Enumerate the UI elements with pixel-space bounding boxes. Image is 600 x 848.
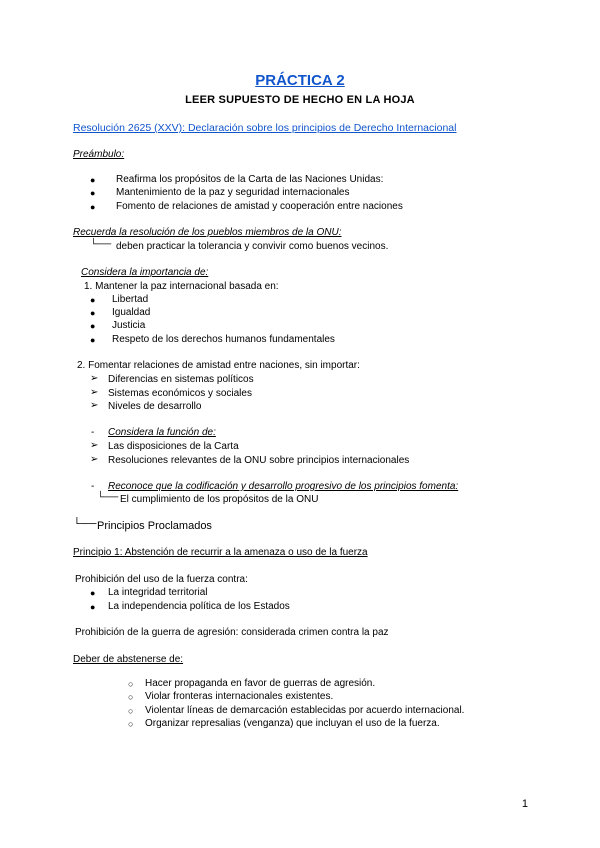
recuerda-text: deben practicar la tolerancia y convivir como buenos vecinos.	[116, 241, 389, 252]
preambulo-heading: Preámbulo:	[73, 149, 125, 160]
dash-marker: -	[91, 481, 95, 492]
list-item: Sistemas económicos y sociales	[108, 388, 252, 399]
list-item: Fomento de relaciones de amistad y cooperación entre naciones	[116, 201, 403, 212]
list-item: Las disposiciones de la Carta	[108, 441, 239, 452]
bullet-icon: ●	[90, 175, 96, 185]
list-item: Respeto de los derechos humanos fundamentales	[112, 334, 335, 345]
bullet-icon: ●	[90, 335, 96, 345]
circle-bullet-icon: ○	[128, 679, 134, 689]
tree-branch-icon: └──	[90, 239, 112, 250]
arrow-bullet-icon: ➢	[90, 454, 99, 465]
numbered-item-2: 2. Fomentar relaciones de amistad entre naciones, sin importar:	[77, 360, 360, 371]
list-item: Violentar líneas de demarcación establecidas por acuerdo internacional.	[145, 705, 465, 716]
page-number: 1	[521, 798, 528, 810]
tree-branch-icon: └──	[97, 492, 119, 503]
list-item: Organizar represalias (venganza) que incluyan el uso de la fuerza.	[145, 718, 440, 729]
list-item: Niveles de desarrollo	[108, 401, 202, 412]
circle-bullet-icon: ○	[128, 719, 134, 729]
list-item: Justicia	[112, 320, 146, 331]
considera-importancia-heading: Considera la importancia de:	[81, 267, 209, 278]
deber-heading: Deber de abstenerse de:	[73, 654, 184, 665]
circle-bullet-icon: ○	[128, 706, 134, 716]
bullet-icon: ●	[90, 588, 96, 598]
list-item: Igualdad	[112, 307, 151, 318]
bullet-icon: ●	[90, 295, 96, 305]
dash-marker: -	[91, 427, 95, 438]
prohibicion-guerra-text: Prohibición de la guerra de agresión: considerada crimen contra la paz	[75, 627, 389, 638]
list-item: Diferencias en sistemas políticos	[108, 374, 254, 385]
page-title: PRÁCTICA 2	[255, 72, 345, 89]
bullet-icon: ●	[90, 602, 96, 612]
page-subtitle: LEER SUPUESTO DE HECHO EN LA HOJA	[185, 94, 415, 106]
resolution-link[interactable]: Resolución 2625 (XXV): Declaración sobre los principios de Derecho Internacional	[73, 122, 457, 134]
principios-text: Principios Proclamados	[97, 520, 212, 532]
principio1-heading: Principio 1: Abstención de recurrir a la amenaza o uso de la fuerza	[73, 547, 368, 558]
arrow-bullet-icon: ➢	[90, 440, 99, 451]
list-item: La independencia política de los Estados	[108, 601, 290, 612]
arrow-bullet-icon: ➢	[90, 373, 99, 384]
bullet-icon: ●	[90, 321, 96, 331]
list-item: Reafirma los propósitos de la Carta de las Naciones Unidas:	[116, 174, 384, 185]
reconoce-heading: Reconoce que la codificación y desarrollo progresivo de los principios fomenta:	[108, 481, 459, 492]
list-item: La integridad territorial	[108, 587, 208, 598]
list-item: Hacer propaganda en favor de guerras de agresión.	[145, 678, 376, 689]
list-item: Violar fronteras internacionales existentes.	[145, 691, 334, 702]
prohibicion-uso-text: Prohibición del uso de la fuerza contra:	[75, 574, 248, 585]
considera-funcion-heading: Considera la función de:	[108, 427, 216, 438]
bullet-icon: ●	[90, 188, 96, 198]
tree-branch-icon: └──	[73, 518, 97, 530]
arrow-bullet-icon: ➢	[90, 387, 99, 398]
bullet-icon: ●	[90, 202, 96, 212]
recuerda-heading: Recuerda la resolución de los pueblos miembros de la ONU:	[73, 227, 342, 238]
list-item: Mantenimiento de la paz y seguridad internacionales	[116, 187, 350, 198]
numbered-item-1: 1. Mantener la paz internacional basada en:	[84, 281, 279, 292]
arrow-bullet-icon: ➢	[90, 400, 99, 411]
bullet-icon: ●	[90, 308, 96, 318]
circle-bullet-icon: ○	[128, 692, 134, 702]
reconoce-text: El cumplimiento de los propósitos de la ONU	[120, 494, 319, 505]
list-item: Libertad	[112, 294, 149, 305]
list-item: Resoluciones relevantes de la ONU sobre principios internacionales	[108, 455, 410, 466]
